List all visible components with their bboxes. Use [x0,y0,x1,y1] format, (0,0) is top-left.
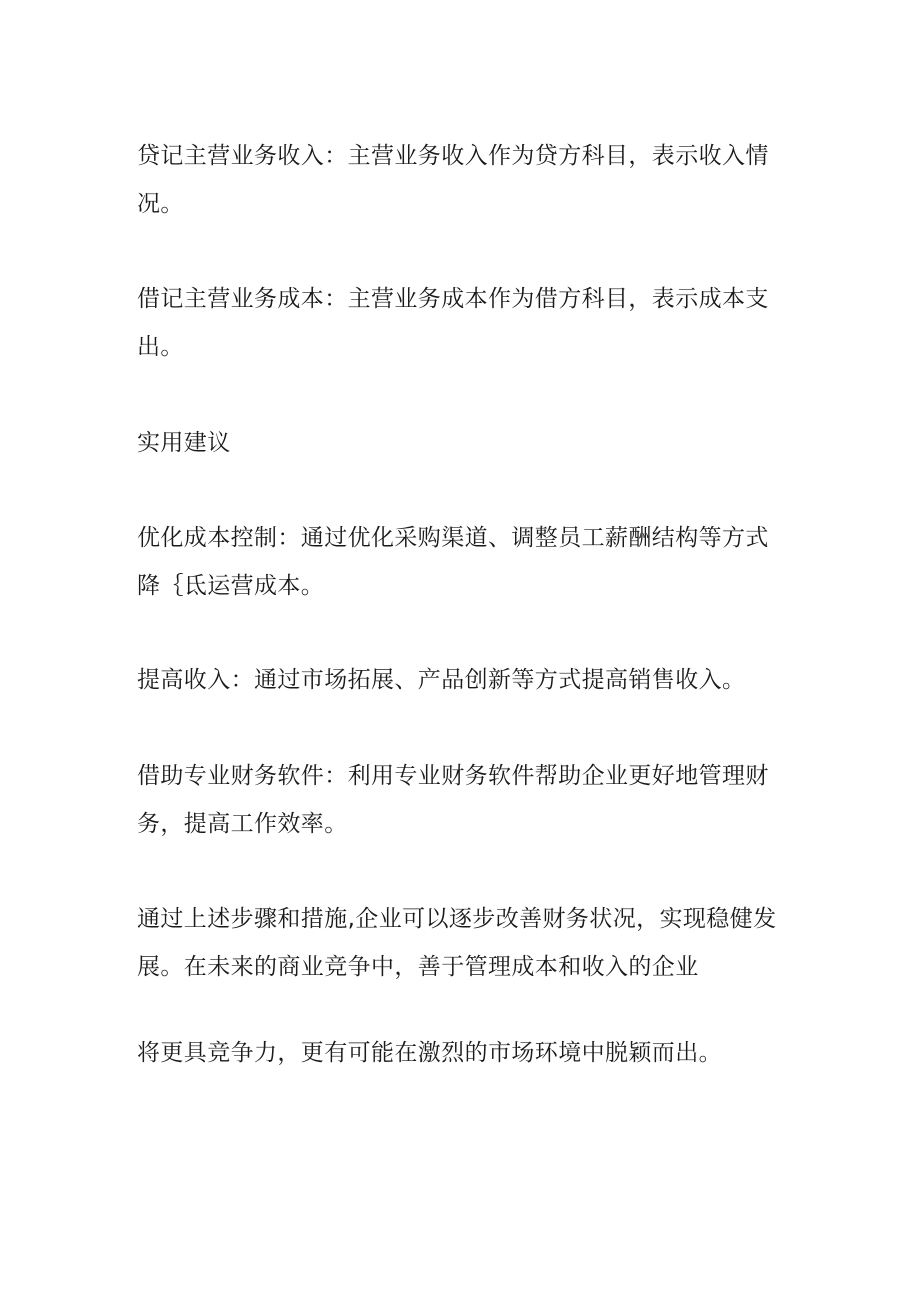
text-line: 提高收入：通过市场拓展、产品创新等方式提高销售收入。 [137,667,746,693]
text-line: 将更具竞争力，更有可能在激烈的市场环境中脱颖而出。 [137,1040,722,1066]
paragraph-credit-revenue [137,132,787,228]
text-line: 降｛氐运营成本。 [137,573,325,599]
paragraph-optimize-cost [137,514,787,610]
text-line: 出。 [137,334,184,360]
paragraph-debit-cost [137,275,787,371]
text-line: 况。 [137,191,184,217]
text-line: 借助专业财务软件：利用专业财务软件帮助企业更好地管理财 [137,763,769,789]
paragraph-closing [137,1029,787,1077]
text-line: 通过上述步骤和措施,企业可以逐步改善财务状况，实现稳健发 [137,906,777,932]
section-heading [137,419,787,467]
paragraph-finance-software [137,752,787,848]
paragraph-conclusion [137,895,787,991]
paragraph-increase-revenue [137,656,787,704]
text-line: 贷记主营业务收入：主营业务收入作为贷方科目，表示收入情 [137,143,769,169]
text-line: 展。在未来的商业竞争中，善于管理成本和收入的企业 [137,954,699,980]
text-line: 务，提高工作效率。 [137,811,348,837]
heading-text: 实用建议 [137,430,231,456]
text-line: 借记主营业务成本：主营业务成本作为借方科目，表示成本支 [137,286,769,312]
text-line: 优化成本控制：通过优化采购渠道、调整员工薪酬结构等方式 [137,525,769,551]
